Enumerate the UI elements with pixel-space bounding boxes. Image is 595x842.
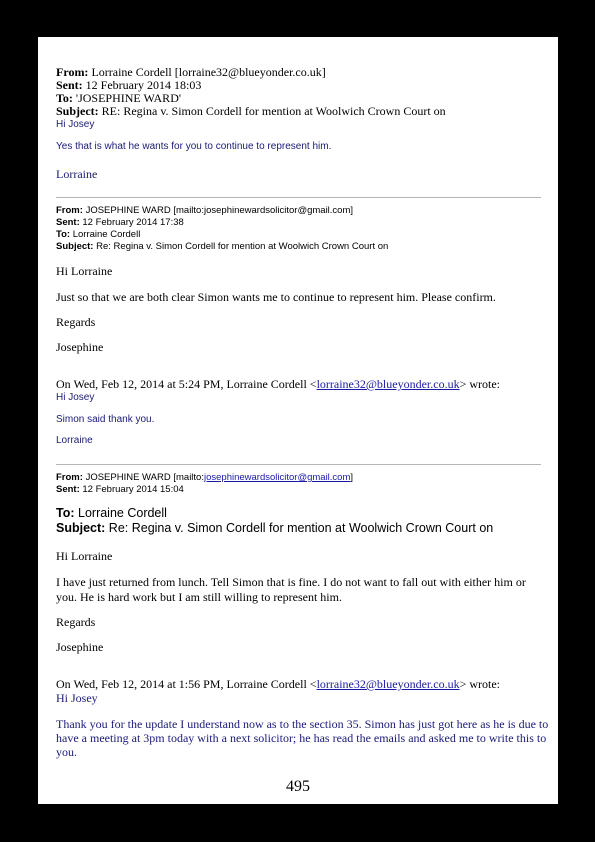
email1-to-value: 'JOSEPHINE WARD' [75, 91, 182, 105]
email1-subject-line [56, 104, 446, 119]
email3-quote-line-3: you. [56, 745, 77, 759]
email2-sent-value: 12 February 2014 17:38 [82, 217, 184, 228]
email3-quote-email-link[interactable]: lorraine32@blueyonder.co.uk [316, 677, 460, 691]
email2-quote-body: Simon said thank you. [56, 414, 155, 425]
page-number: 495 [286, 778, 310, 795]
email3-regards: Regards [56, 615, 96, 629]
email3-to-label: To: [56, 506, 75, 520]
email2-to-value: Lorraine Cordell [72, 229, 141, 240]
email3-quote-greeting: Hi Josey [56, 691, 98, 705]
email3-sent-value: 12 February 2014 15:04 [82, 484, 184, 495]
email2-body: Just so that we are both clear Simon wants me to continue to represent him. Please confirm. [56, 290, 496, 304]
email1-sent-label: Sent: [56, 78, 83, 92]
email2-sent-line [56, 217, 184, 228]
email2-subject-label: Subject: [56, 241, 94, 252]
email3-quote-header [56, 677, 500, 692]
separator-rule [56, 197, 541, 198]
email2-quote-suffix: > wrote: [459, 377, 501, 391]
email3-from-prefix: JOSEPHINE WARD [mailto: [85, 472, 204, 483]
email3-subject-line [56, 521, 493, 535]
email3-subject-value: Re: Regina v. Simon Cordell for mention at Woolwich Crown Court on [108, 521, 494, 535]
email1-to-label: To: [56, 91, 73, 105]
email3-from-label: From: [56, 472, 83, 483]
email2-quote-header [56, 377, 500, 392]
email3-to-value: Lorraine Cordell [78, 506, 167, 520]
email2-greeting: Hi Lorraine [56, 264, 113, 278]
email2-from-label: From: [56, 205, 83, 216]
email2-to-label: To: [56, 229, 71, 240]
email2-signature: Josephine [56, 340, 104, 354]
email3-quote-line-2: have a meeting at 3pm today with a next solicitor; he has read the emails and asked me to write this to [56, 731, 547, 745]
email3-sent-label: Sent: [56, 484, 80, 495]
document-page [38, 37, 558, 804]
email1-sent-value: 12 February 2014 18:03 [85, 78, 202, 92]
email2-to-line [56, 229, 140, 240]
email3-signature: Josephine [56, 640, 104, 654]
email2-quote-signoff: Lorraine [56, 435, 93, 446]
email3-body-line-2: you. He is hard work but I am still willing to represent him. [56, 590, 342, 604]
email3-greeting: Hi Lorraine [56, 549, 113, 563]
email3-body-line-1: I have just returned from lunch. Tell Simon that is fine. I do not want to fall out with either him or [56, 575, 526, 589]
email2-from-line [56, 205, 353, 216]
email2-subject-line [56, 241, 388, 252]
email3-subject-label: Subject: [56, 521, 106, 535]
email3-from-suffix: ] [350, 472, 354, 483]
email1-body: Yes that is what he wants for you to continue to represent him. [56, 141, 332, 152]
email3-quote-suffix: > wrote: [459, 677, 501, 691]
email1-from-value: Lorraine Cordell [lorraine32@blueyonder.co.uk] [91, 65, 326, 79]
email2-quote-prefix: On Wed, Feb 12, 2014 at 5:24 PM, Lorraine Cordell < [56, 377, 317, 391]
email2-sent-label: Sent: [56, 217, 80, 228]
email2-quote-email-link[interactable]: lorraine32@blueyonder.co.uk [316, 377, 460, 391]
email1-subject-label: Subject: [56, 104, 99, 118]
email3-from-email-link[interactable]: josephinewardsolicitor@gmail.com [203, 472, 351, 483]
email1-greeting: Hi Josey [56, 119, 95, 130]
email1-signoff: Lorraine [56, 167, 98, 181]
email2-subject-value: Re: Regina v. Simon Cordell for mention at Woolwich Crown Court on [96, 241, 389, 252]
email2-from-value: JOSEPHINE WARD [mailto:josephinewardsolicitor@gmail.com] [85, 205, 354, 216]
email3-quote-line-1: Thank you for the update I understand now as to the section 35. Simon has just got here as he is due to [56, 717, 549, 731]
email2-quote-greeting: Hi Josey [56, 392, 95, 403]
email2-regards: Regards [56, 315, 96, 329]
email3-from-line [56, 472, 353, 483]
email3-quote-prefix: On Wed, Feb 12, 2014 at 1:56 PM, Lorraine Cordell < [56, 677, 317, 691]
email3-sent-line [56, 484, 184, 495]
email1-subject-value: RE: Regina v. Simon Cordell for mention at Woolwich Crown Court on [101, 104, 446, 118]
email1-from-label: From: [56, 65, 89, 79]
separator-rule [56, 464, 541, 465]
email3-to-line [56, 506, 167, 520]
